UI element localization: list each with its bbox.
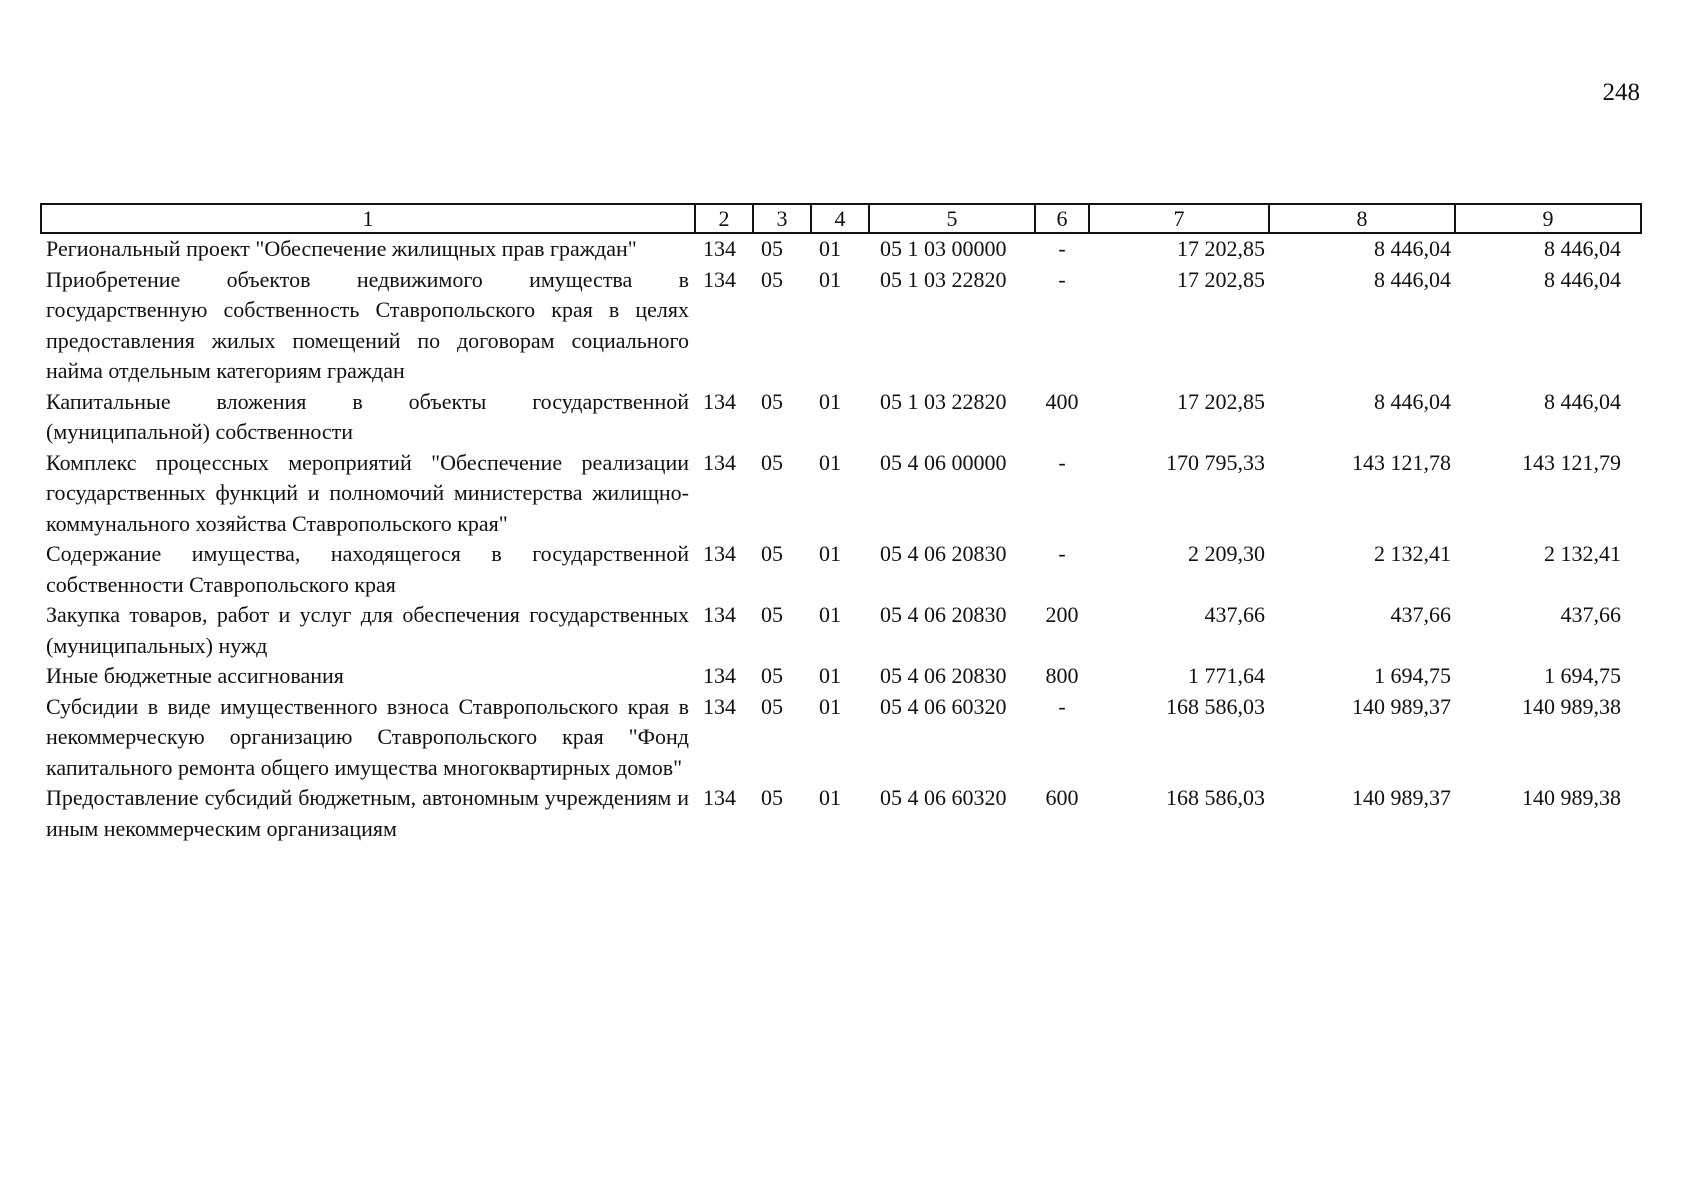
cell-target-article: 05 4 06 20830 — [880, 541, 1007, 566]
cell-amount-col8: 8 446,04 — [1374, 266, 1451, 292]
row-description: Иные бюджетные ассигнования — [46, 663, 344, 688]
cell-expense-type: 600 — [1045, 785, 1079, 810]
cell-amount-col8: 8 446,04 — [1374, 388, 1451, 414]
table-row — [41, 600, 1641, 661]
cell-amount-col7: 2 209,30 — [1188, 541, 1265, 566]
cell-section-code: 05 — [761, 266, 783, 292]
cell-subsection-code: 01 — [819, 266, 841, 292]
table-row — [41, 387, 1641, 448]
cell-target-article: 05 1 03 22820 — [880, 266, 1007, 292]
cell-amount-col9: 2 132,41 — [1544, 541, 1621, 566]
cell-expense-type: 400 — [1045, 388, 1079, 414]
cell-target-article: 05 4 06 00000 — [880, 449, 1007, 475]
cell-ministry-code: 134 — [703, 785, 736, 810]
cell-amount-col7: 168 586,03 — [1166, 785, 1265, 810]
column-number-row — [41, 204, 1641, 233]
cell-target-article: 05 4 06 20830 — [880, 663, 1007, 688]
column-header: 9 — [1455, 204, 1641, 233]
cell-amount-col8: 143 121,78 — [1352, 449, 1451, 475]
cell-ministry-code: 134 — [703, 541, 736, 566]
cell-amount-col7: 437,66 — [1204, 602, 1265, 627]
cell-amount-col7: 168 586,03 — [1166, 693, 1265, 719]
cell-amount-col8: 140 989,37 — [1352, 785, 1451, 810]
cell-ministry-code: 134 — [703, 602, 736, 627]
table-row — [41, 233, 1641, 265]
cell-ministry-code: 134 — [703, 449, 736, 475]
column-header: 4 — [811, 204, 869, 233]
cell-target-article: 05 4 06 60320 — [880, 785, 1007, 810]
cell-section-code: 05 — [761, 236, 783, 261]
cell-expense-type: - — [1058, 236, 1066, 261]
table-row — [41, 692, 1641, 784]
cell-amount-col8: 2 132,41 — [1374, 541, 1451, 566]
cell-amount-col8: 437,66 — [1390, 602, 1451, 627]
column-header: 2 — [695, 204, 753, 233]
row-description: Региональный проект "Обеспечение жилищных прав граждан" — [46, 236, 637, 261]
column-header: 6 — [1035, 204, 1089, 233]
row-description: Комплекс процессных мероприятий "Обеспечение реализации государственных функций и полномочий министерства жилищно-коммунального хозяйства Ставропольского края" — [46, 449, 689, 536]
row-description: Содержание имущества, находящегося в государственной собственности Ставропольского края — [46, 541, 689, 597]
cell-expense-type: - — [1058, 541, 1066, 566]
cell-subsection-code: 01 — [819, 693, 841, 719]
column-header: 1 — [41, 204, 695, 233]
cell-amount-col9: 437,66 — [1560, 602, 1621, 627]
cell-expense-type: - — [1058, 693, 1066, 719]
cell-ministry-code: 134 — [703, 663, 736, 688]
column-header: 8 — [1269, 204, 1455, 233]
page-number: 248 — [1602, 79, 1640, 106]
cell-amount-col9: 8 446,04 — [1544, 266, 1621, 292]
table-row — [41, 661, 1641, 692]
row-description: Субсидии в виде имущественного взноса Ставропольского края в некоммерческую организацию Ставропольского края "Фонд капитального ремонта общего имущества многоквартирных домов" — [46, 693, 689, 780]
column-header: 7 — [1089, 204, 1269, 233]
column-header: 3 — [753, 204, 811, 233]
cell-amount-col8: 8 446,04 — [1374, 236, 1451, 261]
cell-amount-col9: 140 989,38 — [1522, 785, 1621, 810]
cell-amount-col9: 140 989,38 — [1522, 693, 1621, 719]
cell-ministry-code: 134 — [703, 388, 736, 414]
cell-section-code: 05 — [761, 541, 783, 566]
cell-section-code: 05 — [761, 663, 783, 688]
cell-subsection-code: 01 — [819, 236, 841, 261]
cell-ministry-code: 134 — [703, 266, 736, 292]
cell-amount-col7: 17 202,85 — [1177, 236, 1265, 261]
cell-section-code: 05 — [761, 693, 783, 719]
row-description: Капитальные вложения в объекты государственной (муниципальной) собственности — [46, 388, 689, 444]
table-row — [41, 265, 1641, 387]
cell-expense-type: 800 — [1045, 663, 1079, 688]
cell-subsection-code: 01 — [819, 541, 841, 566]
table-row — [41, 539, 1641, 600]
cell-amount-col8: 1 694,75 — [1374, 663, 1451, 688]
table-row — [41, 783, 1641, 844]
row-description: Предоставление субсидий бюджетным, автономным учреждениям и иным некоммерческим организациям — [46, 785, 689, 841]
cell-amount-col9: 8 446,04 — [1544, 236, 1621, 261]
cell-amount-col8: 140 989,37 — [1352, 693, 1451, 719]
table-row — [41, 448, 1641, 540]
cell-expense-type: 200 — [1045, 602, 1079, 627]
cell-expense-type: - — [1058, 266, 1066, 292]
column-header: 5 — [869, 204, 1035, 233]
cell-amount-col7: 17 202,85 — [1177, 388, 1265, 414]
cell-amount-col9: 1 694,75 — [1544, 663, 1621, 688]
cell-subsection-code: 01 — [819, 602, 841, 627]
cell-amount-col7: 17 202,85 — [1177, 266, 1265, 292]
cell-subsection-code: 01 — [819, 663, 841, 688]
cell-amount-col9: 8 446,04 — [1544, 388, 1621, 414]
cell-section-code: 05 — [761, 602, 783, 627]
cell-expense-type: - — [1058, 449, 1066, 475]
cell-ministry-code: 134 — [703, 236, 736, 261]
budget-table — [40, 203, 1642, 844]
cell-target-article: 05 1 03 00000 — [880, 236, 1007, 261]
cell-section-code: 05 — [761, 449, 783, 475]
cell-target-article: 05 1 03 22820 — [880, 388, 1007, 414]
row-description: Закупка товаров, работ и услуг для обеспечения государственных (муниципальных) нужд — [46, 602, 689, 658]
cell-target-article: 05 4 06 20830 — [880, 602, 1007, 627]
cell-subsection-code: 01 — [819, 785, 841, 810]
cell-amount-col7: 1 771,64 — [1188, 663, 1265, 688]
cell-section-code: 05 — [761, 785, 783, 810]
cell-subsection-code: 01 — [819, 449, 841, 475]
cell-subsection-code: 01 — [819, 388, 841, 414]
cell-amount-col7: 170 795,33 — [1166, 449, 1265, 475]
cell-section-code: 05 — [761, 388, 783, 414]
budget-table-container — [40, 203, 1640, 844]
cell-amount-col9: 143 121,79 — [1522, 449, 1621, 475]
cell-ministry-code: 134 — [703, 693, 736, 719]
cell-target-article: 05 4 06 60320 — [880, 693, 1007, 719]
row-description: Приобретение объектов недвижимого имущества в государственную собственность Ставропольского края в целях предоставления жилых помещений по договорам социального найма отдельным категориям граждан — [46, 266, 689, 383]
